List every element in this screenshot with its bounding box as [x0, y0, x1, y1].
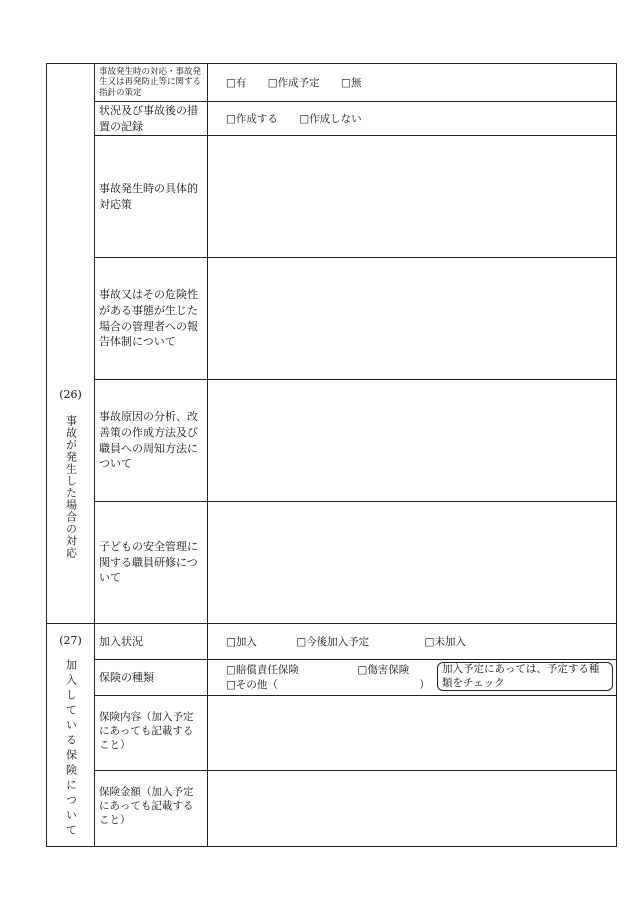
checkbox-enroll-planned[interactable]: □今後加入予定 — [296, 636, 370, 648]
input-insurance-content[interactable] — [208, 696, 617, 771]
label-insurance-amount: 保険金額（加入予定にあっても記載すること） — [95, 771, 208, 847]
insurance-type-note: 加入予定にあっては、予定する種類をチェック — [437, 662, 613, 691]
options-accident-guideline — [208, 64, 617, 102]
row-cause-analysis — [47, 380, 617, 502]
section-27-header — [47, 624, 95, 847]
row-insurance-content — [47, 696, 617, 771]
row-specific-response — [47, 136, 617, 258]
options-accident-record — [208, 102, 617, 136]
row-safety-training — [47, 502, 617, 624]
section-26-header — [47, 64, 95, 624]
form-table — [46, 63, 617, 847]
label-insurance-content: 保険内容（加入予定にあっても記載すること） — [95, 696, 208, 771]
row-insurance-type — [47, 660, 617, 696]
label-specific-response: 事故発生時の具体的対応策 — [95, 136, 208, 258]
input-insurance-amount[interactable] — [208, 771, 617, 847]
input-reporting-system[interactable] — [208, 258, 617, 380]
checkbox-liability[interactable]: □賠償責任保険 — [226, 664, 299, 677]
checkbox-injury[interactable]: □傷害保険 — [357, 664, 410, 677]
input-cause-analysis[interactable] — [208, 380, 617, 502]
options-insurance-type — [208, 660, 617, 696]
label-enrollment-status: 加入状況 — [95, 624, 208, 660]
row-insurance-amount — [47, 771, 617, 847]
checkbox-enrolled[interactable]: □加入 — [226, 636, 257, 648]
label-safety-training: 子どもの安全管理に関する職員研修について — [95, 502, 208, 624]
label-insurance-type: 保険の種類 — [95, 660, 208, 696]
label-reporting-system: 事故又はその危険性がある事態が生じた場合の管理者への報告体制について — [95, 258, 208, 380]
row-reporting-system — [47, 258, 617, 380]
other-close-paren: ） — [419, 678, 430, 691]
section-27-number: (27) — [59, 634, 82, 647]
checkbox-guideline-no[interactable]: □無 — [341, 77, 362, 89]
checkbox-record-create[interactable]: □作成する — [226, 113, 278, 125]
row-accident-record — [47, 102, 617, 136]
input-specific-response[interactable] — [208, 136, 617, 258]
checkbox-guideline-planned[interactable]: □作成予定 — [267, 77, 320, 89]
section-26-title: 事故が発生した場合の対応 — [64, 415, 78, 559]
row-accident-guideline — [47, 64, 617, 102]
checkbox-other[interactable]: □その他（ — [226, 678, 278, 691]
section-26-number: (26) — [59, 388, 82, 401]
input-safety-training[interactable] — [208, 502, 617, 624]
label-accident-guideline: 事故発生時の対応・事故発生又は再発防止等に関する指針の策定 — [95, 64, 208, 102]
row-enrollment-status — [47, 624, 617, 660]
checkbox-record-not-create[interactable]: □作成しない — [299, 113, 362, 125]
checkbox-not-enrolled[interactable]: □未加入 — [424, 636, 466, 648]
checkbox-guideline-yes[interactable]: □有 — [226, 77, 247, 89]
label-cause-analysis: 事故原因の分析、改善策の作成方法及び職員への周知方法について — [95, 380, 208, 502]
section-27-title: 加入している保険について — [64, 659, 78, 839]
label-accident-record: 状況及び事故後の措置の記録 — [95, 102, 208, 136]
options-enrollment-status — [208, 624, 617, 660]
